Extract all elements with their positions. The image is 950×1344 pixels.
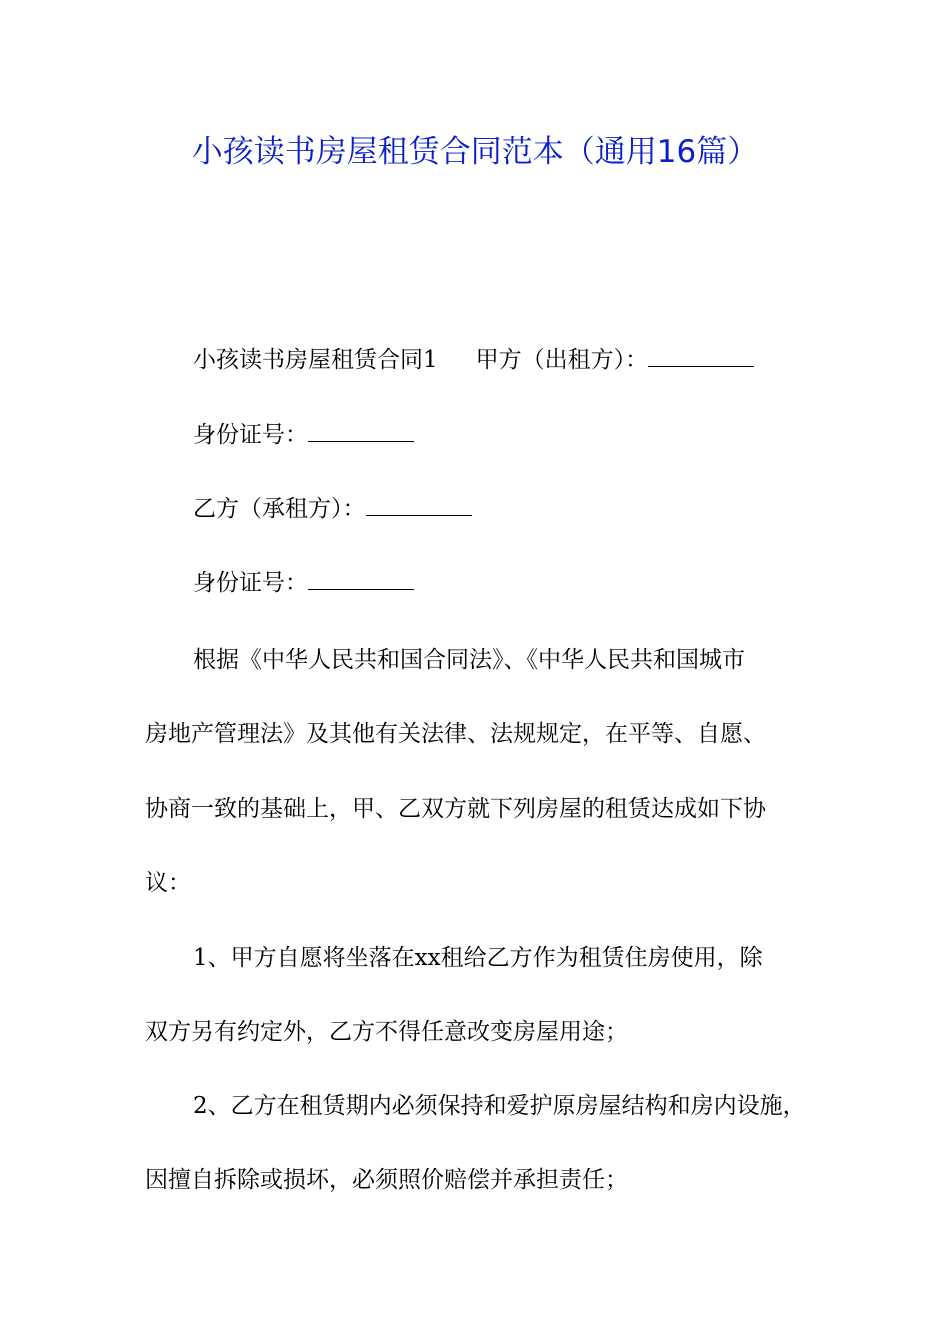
party-b-blank [366, 495, 472, 516]
party-b-line [193, 494, 472, 524]
party-a-blank [648, 346, 754, 367]
party-b-label: 乙方（承租方）： [193, 496, 366, 522]
paragraph-line: 协商一致的基础上，甲、乙双方就下列房屋的租赁达成如下协 [145, 796, 766, 822]
party-b-id-label: 身份证号： [193, 570, 308, 596]
contract-number-label: 小孩读书房屋租赁合同1 [193, 347, 438, 373]
paragraph-line: 根据《中华人民共和国合同法》、《中华人民共和国城市 [193, 647, 745, 673]
party-a-id-label: 身份证号： [193, 422, 308, 448]
party-a-id-blank [308, 421, 414, 442]
party-a-label: 甲方（出租方）： [475, 347, 649, 373]
document-title: 小孩读书房屋租赁合同范本（通用16篇） [191, 134, 759, 170]
party-b-id-blank [308, 569, 414, 590]
clause-2-line: 因擅自拆除或损坏，必须照价赔偿并承担责任； [145, 1167, 628, 1193]
contract-heading-line [193, 345, 754, 375]
clause-1-line: 双方另有约定外，乙方不得任意改变房屋用途； [145, 1019, 628, 1045]
paragraph-line: 房地产管理法》及其他有关法律、法规规定，在平等、自愿、 [145, 721, 766, 747]
party-b-id-line [193, 568, 414, 598]
clause-2-line: 2、乙方在租赁期内必须保持和爱护原房屋结构和房内设施， [193, 1093, 806, 1119]
party-a-id-line [193, 420, 414, 450]
paragraph-line: 议： [145, 870, 191, 896]
clause-1-line: 1、甲方自愿将坐落在xx租给乙方作为租赁住房使用，除 [193, 945, 763, 971]
